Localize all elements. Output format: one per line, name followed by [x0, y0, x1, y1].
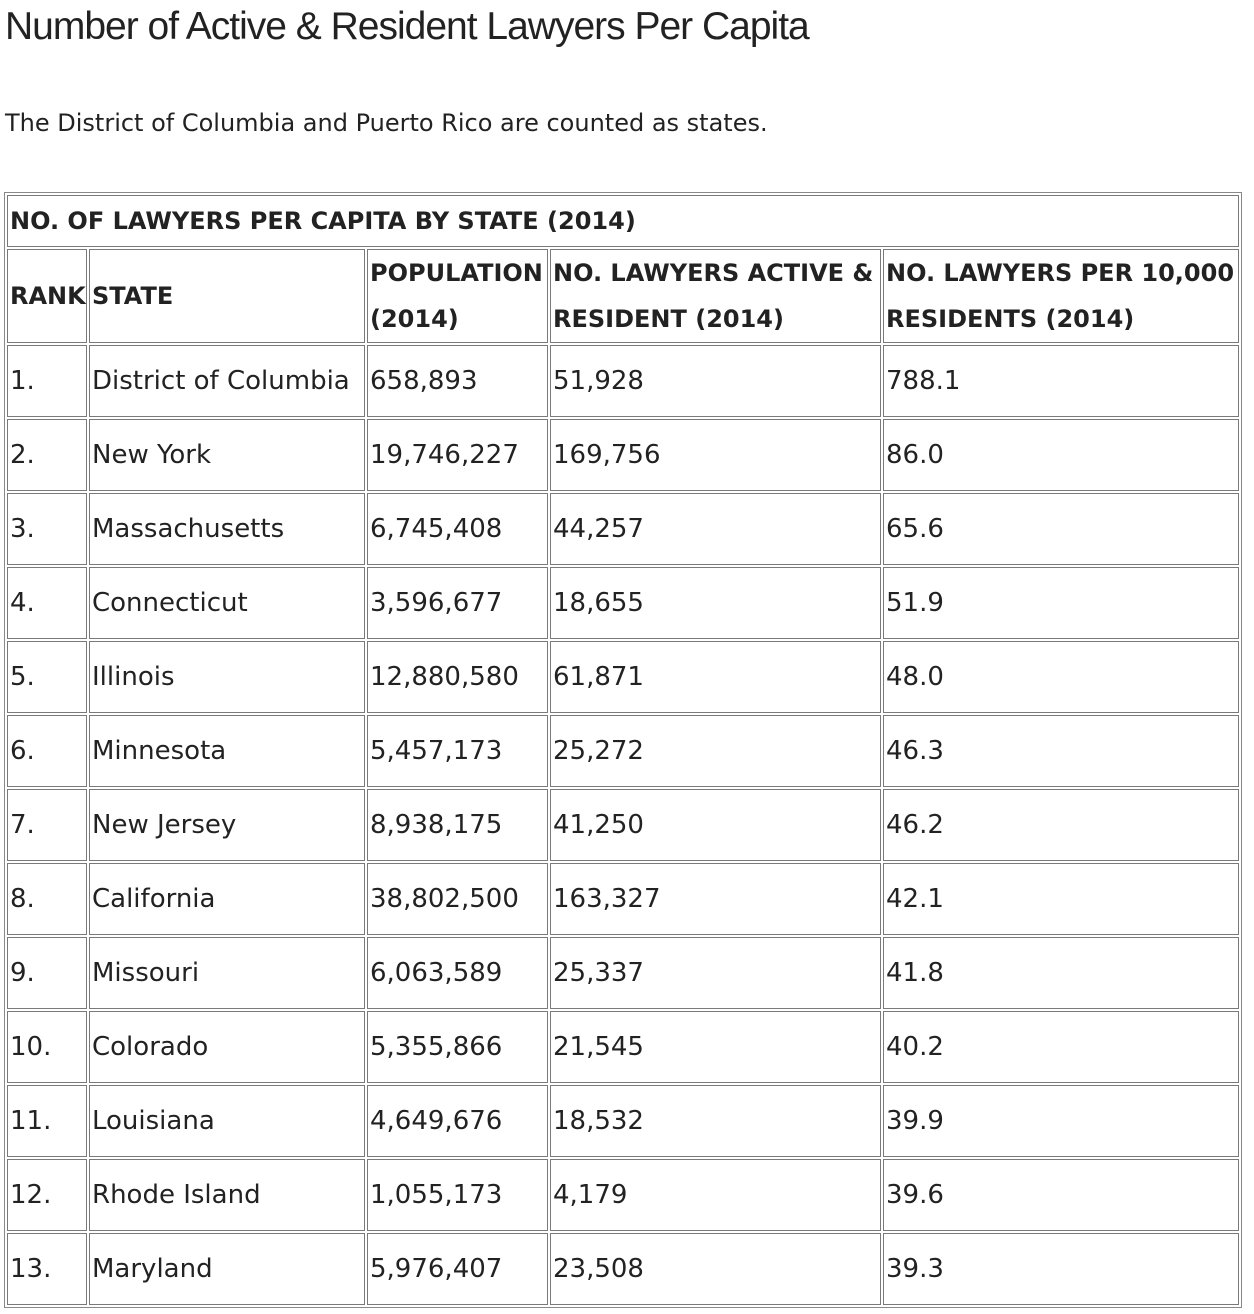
header-lawyers: NO. LAWYERS ACTIVE & RESIDENT (2014) — [550, 249, 881, 343]
table-row — [7, 567, 1239, 639]
cell-per-capita: 46.3 — [883, 715, 1239, 787]
cell-state: Massachusetts — [89, 493, 365, 565]
cell-rank: 8. — [7, 863, 87, 935]
cell-state: Rhode Island — [89, 1159, 365, 1231]
cell-rank: 1. — [7, 345, 87, 417]
header-population: POPULATION (2014) — [367, 249, 548, 343]
lawyers-table-container — [4, 192, 1242, 1314]
cell-population: 12,880,580 — [367, 641, 548, 713]
cell-state: Maryland — [89, 1233, 365, 1305]
intro-text: The District of Columbia and Puerto Rico are counted as states. — [5, 109, 768, 137]
cell-state: Minnesota — [89, 715, 365, 787]
cell-population: 19,746,227 — [367, 419, 548, 491]
table-caption: NO. OF LAWYERS PER CAPITA BY STATE (2014) — [7, 195, 1239, 247]
cell-rank: 4. — [7, 567, 87, 639]
cell-population: 4,649,676 — [367, 1085, 548, 1157]
cell-lawyers: 18,532 — [550, 1085, 881, 1157]
table-row — [7, 789, 1239, 861]
cell-lawyers: 41,250 — [550, 789, 881, 861]
table-header-row — [7, 249, 1239, 343]
cell-per-capita: 86.0 — [883, 419, 1239, 491]
cell-per-capita: 48.0 — [883, 641, 1239, 713]
cell-rank: 11. — [7, 1085, 87, 1157]
header-state: STATE — [89, 249, 365, 343]
cell-rank: 10. — [7, 1011, 87, 1083]
cell-rank: 12. — [7, 1159, 87, 1231]
cell-lawyers: 4,179 — [550, 1159, 881, 1231]
table-row — [7, 1233, 1239, 1305]
table-row — [7, 715, 1239, 787]
cell-state: New York — [89, 419, 365, 491]
cell-rank: 6. — [7, 715, 87, 787]
cell-per-capita: 46.2 — [883, 789, 1239, 861]
cell-population: 1,055,173 — [367, 1159, 548, 1231]
cell-population: 5,355,866 — [367, 1011, 548, 1083]
table-body — [7, 345, 1239, 1305]
table-row — [7, 1159, 1239, 1231]
table-row — [7, 863, 1239, 935]
cell-lawyers: 44,257 — [550, 493, 881, 565]
cell-state: California — [89, 863, 365, 935]
header-rank: RANK — [7, 249, 87, 343]
cell-population: 3,596,677 — [367, 567, 548, 639]
cell-lawyers: 21,545 — [550, 1011, 881, 1083]
cell-lawyers: 18,655 — [550, 567, 881, 639]
table-row — [7, 937, 1239, 1009]
cell-per-capita: 788.1 — [883, 345, 1239, 417]
cell-state: Missouri — [89, 937, 365, 1009]
cell-state: Louisiana — [89, 1085, 365, 1157]
table-row — [7, 1011, 1239, 1083]
table-row — [7, 419, 1239, 491]
table-caption-row — [7, 195, 1239, 247]
cell-per-capita: 51.9 — [883, 567, 1239, 639]
cell-lawyers: 163,327 — [550, 863, 881, 935]
cell-state: District of Columbia — [89, 345, 365, 417]
page-title: Number of Active & Resident Lawyers Per Capita — [5, 5, 809, 48]
lawyers-per-capita-table — [4, 192, 1242, 1308]
cell-state: New Jersey — [89, 789, 365, 861]
cell-rank: 7. — [7, 789, 87, 861]
cell-state: Connecticut — [89, 567, 365, 639]
cell-per-capita: 42.1 — [883, 863, 1239, 935]
cell-per-capita: 39.3 — [883, 1233, 1239, 1305]
cell-population: 8,938,175 — [367, 789, 548, 861]
cell-population: 38,802,500 — [367, 863, 548, 935]
cell-lawyers: 61,871 — [550, 641, 881, 713]
cell-population: 5,976,407 — [367, 1233, 548, 1305]
cell-per-capita: 65.6 — [883, 493, 1239, 565]
cell-rank: 5. — [7, 641, 87, 713]
cell-population: 6,063,589 — [367, 937, 548, 1009]
cell-per-capita: 40.2 — [883, 1011, 1239, 1083]
cell-lawyers: 23,508 — [550, 1233, 881, 1305]
cell-population: 5,457,173 — [367, 715, 548, 787]
cell-per-capita: 39.9 — [883, 1085, 1239, 1157]
cell-state: Colorado — [89, 1011, 365, 1083]
table-row — [7, 1085, 1239, 1157]
cell-per-capita: 39.6 — [883, 1159, 1239, 1231]
cell-rank: 2. — [7, 419, 87, 491]
cell-state: Illinois — [89, 641, 365, 713]
cell-rank: 13. — [7, 1233, 87, 1305]
cell-population: 658,893 — [367, 345, 548, 417]
cell-rank: 9. — [7, 937, 87, 1009]
cell-lawyers: 169,756 — [550, 419, 881, 491]
cell-per-capita: 41.8 — [883, 937, 1239, 1009]
table-row — [7, 641, 1239, 713]
header-per-capita: NO. LAWYERS PER 10,000 RESIDENTS (2014) — [883, 249, 1239, 343]
cell-lawyers: 25,272 — [550, 715, 881, 787]
cell-rank: 3. — [7, 493, 87, 565]
table-row — [7, 345, 1239, 417]
cell-lawyers: 51,928 — [550, 345, 881, 417]
cell-population: 6,745,408 — [367, 493, 548, 565]
cell-lawyers: 25,337 — [550, 937, 881, 1009]
table-row — [7, 493, 1239, 565]
